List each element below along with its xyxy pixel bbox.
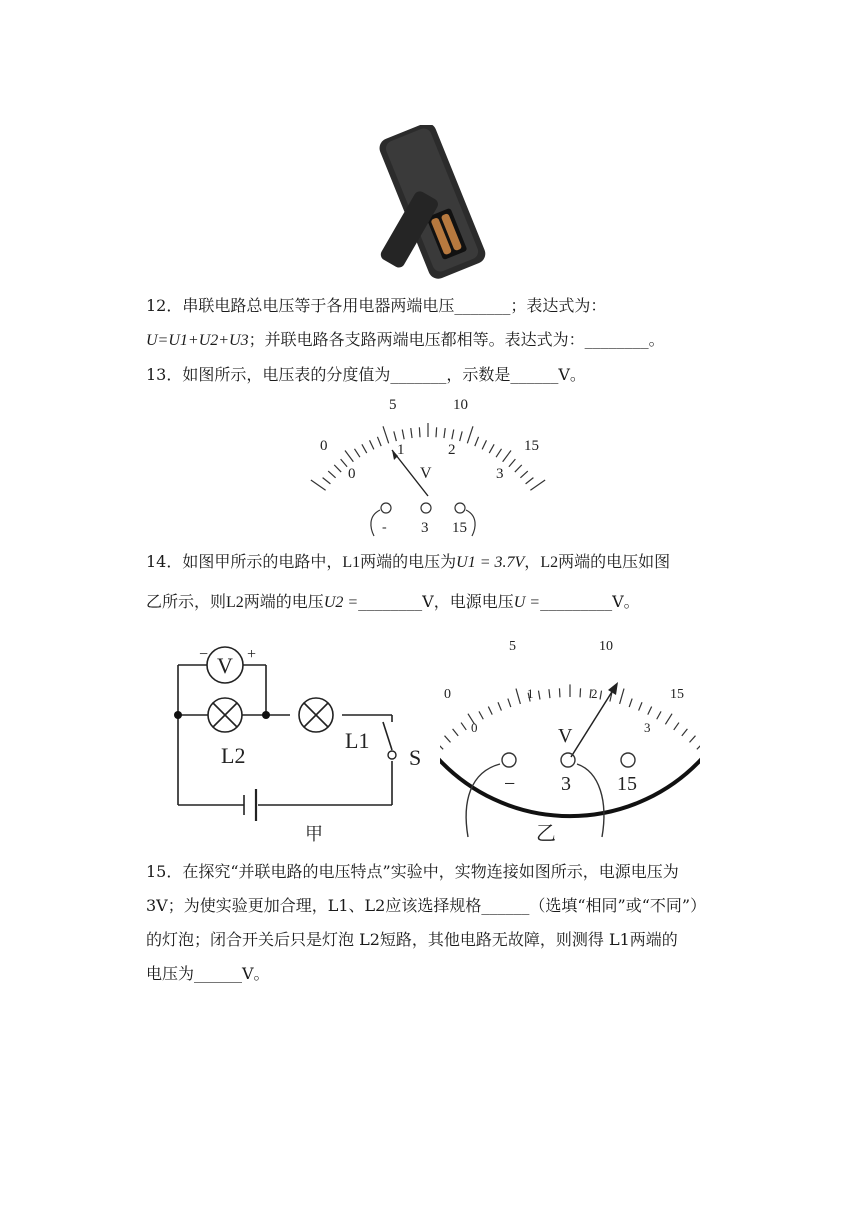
q13-terminal-label-minus: - [382, 520, 387, 535]
junction-right [262, 711, 270, 719]
dial-tick [311, 480, 326, 490]
dial-tick [461, 723, 466, 730]
remote-control-photo [365, 125, 495, 280]
dial-tick [444, 428, 445, 438]
dial-tick [509, 459, 515, 467]
dial-tick [328, 471, 335, 478]
dial-tick [345, 451, 353, 462]
q13-upper-tick-10: 10 [453, 397, 468, 413]
q14-line1-d: 两端的电压如图 [558, 552, 671, 571]
q15-line3: 的灯泡；闭合开关后只是灯泡 L2短路，其他电路无故障，则测得 L1两端的 [146, 930, 678, 949]
q14-terminal-15 [621, 753, 635, 767]
dial-tick [690, 736, 696, 743]
dial-tick [508, 699, 511, 707]
circuit-diagram-jia [165, 638, 435, 848]
q13-terminal-minus [381, 503, 391, 513]
q14-line1-a: 14．如图甲所示的电路中， [146, 552, 343, 571]
q13-wire-left [371, 510, 380, 536]
q13-upper-tick-15: 15 [524, 438, 539, 454]
circuit-minus: − [199, 646, 209, 663]
dial-tick [600, 691, 602, 700]
dial-tick [498, 702, 501, 710]
dial-tick [452, 429, 454, 439]
q14-U: U = [513, 594, 541, 611]
dial-tick [674, 723, 679, 730]
q13-lower-tick-2: 2 [448, 442, 456, 458]
q14-line2-a: 乙所示，则 [146, 592, 227, 611]
dial-tick [515, 465, 522, 472]
q14-upper-tick-10: 10 [599, 639, 613, 654]
q13-upper-tick-0: 0 [320, 438, 328, 454]
dial-tick [323, 478, 331, 484]
q14-U1: U1 = 3.7V [456, 554, 525, 571]
dial-tick [580, 688, 581, 697]
q14-lower-tick-3: 3 [644, 720, 651, 735]
dial-tick [657, 711, 661, 719]
q14-blank2: _________V。 [540, 592, 640, 611]
q14-upper-tick-5: 5 [509, 639, 516, 654]
q14-terminal-label-15: 15 [617, 773, 637, 795]
q14-pointer-tip [608, 682, 618, 695]
dial-tick [354, 449, 359, 457]
q12-line2 [146, 330, 665, 351]
dial-tick [362, 444, 367, 453]
dial-tick [620, 689, 624, 704]
dial-tick [516, 689, 520, 704]
dial-tick [467, 426, 473, 443]
dial-tick [496, 449, 501, 457]
q13-terminal-label-15: 15 [452, 520, 467, 536]
circuit-lamp2-label: L2 [221, 743, 246, 768]
dial-tick [341, 459, 347, 467]
q13-unit: V [420, 465, 432, 482]
q13-terminal-label-3: 3 [421, 520, 429, 536]
q13-voltmeter-dial [308, 392, 548, 542]
q14-lower-tick-2: 2 [591, 686, 598, 701]
q14-wire-right [577, 764, 604, 837]
dial-tick [334, 465, 341, 472]
q14-line2-b: 两端的电压 [243, 592, 324, 611]
q14-lower-tick-1: 1 [527, 686, 534, 701]
circuit-lamp1-label: L1 [345, 728, 370, 753]
dial-tick [377, 437, 381, 446]
dial-tick [665, 714, 672, 725]
q14-terminal-label-minus: − [504, 773, 516, 795]
q15-line2: 3V；为使实验更加合理，L1、L2应该选择规格______（选填“相同”或“不同”） [146, 896, 707, 915]
q12-line2-rest: ；并联电路各支路两端电压都相等。表达式为：________。 [248, 330, 665, 349]
q14-line1 [146, 552, 670, 573]
dial-tick [520, 471, 527, 478]
dial-tick [411, 428, 412, 438]
q14-L2: L2 [540, 554, 559, 571]
dial-tick [682, 729, 688, 736]
q14-dial-ticks [440, 684, 700, 816]
dial-tick [383, 426, 389, 443]
q13-lower-tick-3: 3 [496, 466, 504, 482]
dial-tick [475, 437, 479, 446]
q13-lower-tick-0: 0 [348, 466, 356, 482]
dial-tick [648, 707, 652, 715]
q13-lower-tick-1: 1 [397, 442, 405, 458]
q12-line1: 12．串联电路总电压等于各用电器两端电压_______；表达式为： [146, 296, 607, 315]
q14-meter-caption: 乙 [536, 823, 556, 844]
q14-upper-tick-0: 0 [444, 687, 451, 702]
q14-L2-ref: L2 [226, 594, 244, 611]
q14-unit: V [558, 725, 573, 747]
dial-tick [479, 711, 483, 719]
dial-tick [482, 440, 486, 449]
circuit-voltmeter-label: V [217, 653, 233, 678]
q14-line1-c: ， [524, 552, 541, 571]
dial-tick [394, 431, 397, 441]
dial-tick [503, 451, 511, 462]
q13-terminal-15 [455, 503, 465, 513]
dial-tick [419, 427, 420, 437]
dial-tick [445, 736, 451, 743]
q13-terminal-3 [421, 503, 431, 513]
circuit-caption: 甲 [305, 824, 323, 844]
dial-tick [440, 743, 443, 749]
circuit-plus: + [247, 646, 257, 663]
dial-tick [489, 444, 494, 453]
dial-tick [629, 699, 632, 707]
dial-tick [526, 478, 534, 484]
dial-tick [559, 688, 560, 697]
junction-left [174, 711, 182, 719]
q13-wire-right [466, 510, 475, 536]
dial-tick [453, 729, 459, 736]
dial-tick [460, 431, 463, 441]
q15-line1: 15．在探究“并联电路的电压特点”实验中，实物连接如图所示，电源电压为 [146, 862, 679, 881]
q14-blank1: ________V，电源电压 [358, 592, 514, 611]
dial-tick [436, 427, 437, 437]
dial-tick [370, 440, 374, 449]
dial-tick [488, 707, 492, 715]
dial-tick [697, 743, 700, 749]
q14-upper-tick-15: 15 [670, 687, 684, 702]
q13-upper-tick-5: 5 [389, 397, 397, 413]
q14-U2: U2 = [323, 594, 359, 611]
q14-line2 [146, 592, 640, 613]
dial-tick [402, 429, 404, 439]
dial-tick [549, 689, 550, 698]
q15-line4: 电压为______V。 [146, 964, 270, 983]
q13-text: 13．如图所示，电压表的分度值为_______，示数是______V。 [146, 365, 586, 384]
q14-terminal-minus [502, 753, 516, 767]
dial-tick [530, 480, 545, 490]
q14-lower-tick-0: 0 [471, 720, 478, 735]
voltmeter-diagram-yi [440, 632, 700, 844]
q14-L1: L1 [342, 554, 361, 571]
q12-formula: U=U1+U2+U3 [146, 332, 249, 349]
dial-tick [639, 702, 642, 710]
q14-terminal-label-3: 3 [561, 773, 571, 795]
circuit-switch-label: S [409, 745, 422, 770]
q14-terminal-3 [561, 753, 575, 767]
q14-line1-b: 两端的电压为 [360, 552, 457, 571]
dial-tick [538, 691, 540, 700]
